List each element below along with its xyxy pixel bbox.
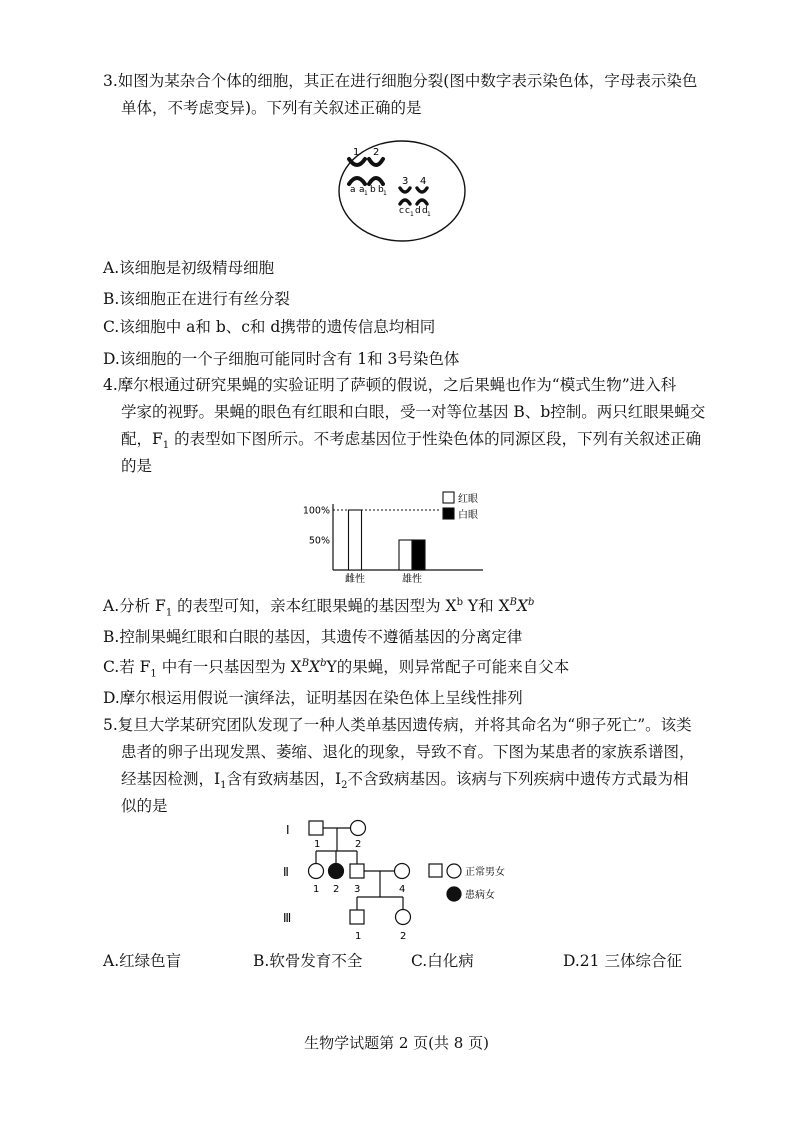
category-label: 雄性 — [402, 574, 422, 585]
q4-option-c: C.若 $F_1$ 中有一只基因型为 $X^BX^bY$的果蝇，则异常配子可能来自父本 — [103, 658, 570, 680]
chromatid-b1-sub: 1 — [383, 190, 387, 197]
gen-label-3: Ⅲ — [283, 911, 292, 925]
svg-text:1: 1 — [314, 839, 321, 850]
chromatid-a1-sub: 1 — [364, 190, 368, 197]
q4-option-d: D.摩尔根运用假说一演绎法，证明基因在染色体上呈线性排列 — [103, 689, 523, 707]
chrom-number-4: 4 — [420, 176, 427, 187]
chrom-number-3: 3 — [402, 176, 409, 187]
chromatid-c1: c — [405, 206, 410, 216]
q3-stem-line1: 3.如图为某杂合个体的细胞，其正在进行细胞分裂(图中数字表示染色体，字母表示染色 — [103, 72, 698, 90]
chromatid-d1: d — [422, 206, 428, 216]
ytick-label: 50% — [308, 535, 330, 547]
II1-female-normal — [309, 864, 324, 879]
q5-stem-line3: 经基因检测，$Ⅰ_1$含有致病基因，$Ⅰ_2$不含致病基因。该病与下列疾病中遗传方式最为相 — [121, 770, 689, 792]
q4-option-a: A.分析 $F_1$ 的表型可知，亲本红眼果蝇的基因型为 $X^b$ Y和 $X^BX^b$ — [103, 597, 535, 619]
legend-male-normal-icon — [429, 864, 442, 877]
q5-option-b: B.软骨发育不全 — [253, 952, 363, 970]
q4-stem-line4: 的是 — [121, 457, 153, 475]
chromatid-a1: a — [359, 185, 365, 195]
chromatid-d: d — [415, 206, 421, 216]
chromatid-c: c — [399, 206, 404, 216]
chromosome-4 — [417, 188, 427, 204]
chromosome-2 — [369, 159, 383, 184]
chromosome-1 — [349, 159, 365, 184]
svg-text:1: 1 — [313, 884, 320, 895]
q5-option-a: A.红绿色盲 — [103, 952, 182, 970]
III2-female-normal — [396, 910, 411, 925]
I2-female-normal — [351, 821, 366, 836]
chromatid-d1-sub: 1 — [427, 211, 431, 218]
chromatid-c1-sub: 1 — [410, 211, 414, 218]
svg-text:4: 4 — [399, 884, 406, 895]
q5-stem-line1: 5.复旦大学某研究团队发现了一种人类单基因遗传病，并将其命名为“卵子死亡”。该类 — [103, 716, 692, 734]
chromatid-b1: b — [378, 185, 384, 195]
q4-stem-line3: 配，$F_1$ 的表型如下图所示。不考虑基因位于性染色体的同源区段，下列有关叙述正确 — [121, 430, 702, 452]
legend-female-affected-icon — [447, 887, 461, 901]
legend-label: 红眼 — [458, 494, 478, 505]
chrom-number-1: 1 — [353, 147, 360, 158]
q5-option-d: D.21 三体综合征 — [563, 952, 682, 970]
q3-option-a: A.该细胞是初级精母细胞 — [103, 259, 275, 277]
I1-male-normal — [309, 821, 323, 835]
q5-stem-line4: 似的是 — [121, 797, 168, 815]
page-footer: 生物学试题第 2 页(共 8 页) — [304, 1034, 489, 1052]
bar-红眼 — [349, 510, 362, 570]
svg-text:2: 2 — [333, 884, 340, 895]
q5-stem-line2: 患者的卵子出现发黑、萎缩、退化的现象，导致不育。下图为某患者的家族系谱图， — [121, 743, 695, 761]
legend-female-normal-icon — [447, 864, 461, 878]
chromatid-a: a — [350, 185, 356, 195]
II4-female-normal — [395, 864, 410, 879]
q3-option-b: B.该细胞正在进行有丝分裂 — [103, 290, 290, 308]
q4-option-b: B.控制果蝇红眼和白眼的基因，其遗传不遵循基因的分离定律 — [103, 628, 523, 646]
svg-text:2: 2 — [400, 931, 407, 942]
gen-label-1: Ⅰ — [286, 823, 290, 837]
gen-label-2: Ⅱ — [283, 865, 289, 879]
II3-male-normal — [350, 864, 364, 878]
legend-swatch — [443, 508, 454, 519]
q4-stem-line2: 学家的视野。果蝇的眼色有红眼和白眼，受一对等位基因 B、b控制。两只红眼果蝇交 — [121, 403, 706, 421]
q3-cell-figure — [338, 140, 468, 244]
q4-bar-chart — [293, 488, 493, 588]
bar-白眼 — [412, 540, 425, 570]
q5-option-c: C.白化病 — [411, 952, 474, 970]
q5-pedigree — [283, 815, 523, 945]
III1-male-normal — [350, 910, 364, 924]
chromatid-b: b — [370, 185, 376, 195]
chromosome-3 — [400, 188, 410, 204]
svg-text:1: 1 — [355, 931, 362, 942]
q3-stem-line2: 单体，不考虑变异)。下列有关叙述正确的是 — [121, 99, 422, 117]
bar-红眼 — [399, 540, 412, 570]
legend-label: 白眼 — [458, 510, 478, 521]
q3-option-d: D.该细胞的一个子细胞可能同时含有 1和 3号染色体 — [103, 350, 460, 368]
legend-affected-label: 患病女 — [465, 890, 495, 901]
legend-normal-label: 正常男女 — [465, 867, 505, 878]
legend-swatch — [443, 492, 454, 503]
q4-stem-line1: 4.摩尔根通过研究果蝇的实验证明了萨顿的假说，之后果蝇也作为“模式生物”进入科 — [103, 376, 677, 394]
q3-option-c: C.该细胞中 a和 b、c和 d携带的遗传信息均相同 — [103, 318, 436, 336]
ytick-label: 100% — [302, 505, 330, 517]
chrom-number-2: 2 — [373, 147, 380, 158]
svg-text:2: 2 — [355, 839, 362, 850]
II2-female-affected — [329, 864, 344, 879]
svg-text:3: 3 — [354, 884, 361, 895]
category-label: 雌性 — [345, 574, 365, 585]
